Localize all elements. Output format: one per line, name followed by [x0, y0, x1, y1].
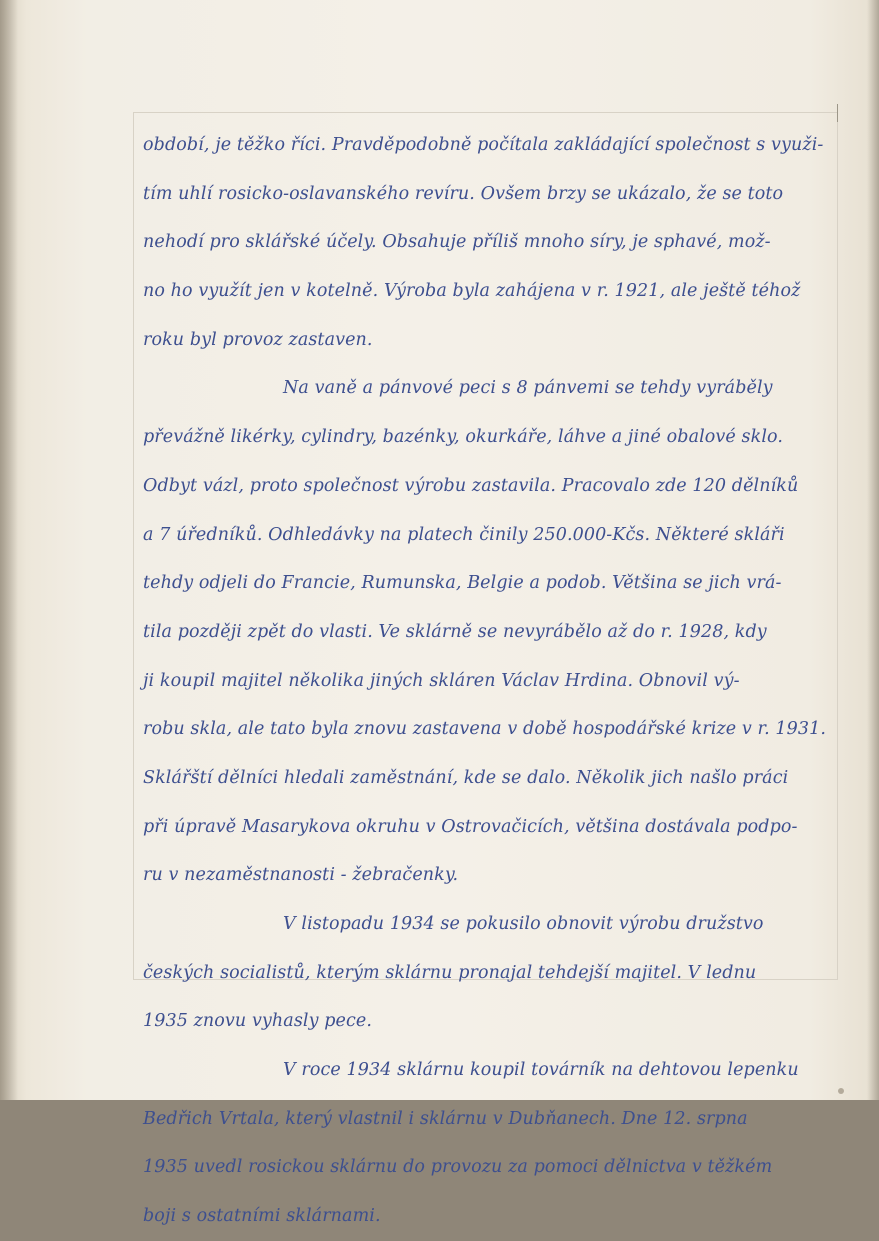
- page-edge-shadow-right: [867, 0, 879, 1100]
- text-line: roku byl provoz zastaven.: [143, 329, 373, 350]
- paper-spot: [838, 1088, 844, 1094]
- page-edge-shadow-left: [0, 0, 18, 1100]
- text-line: převážně likérky, cylindry, bazénky, okurkáře, láhve a jiné obalové sklo.: [143, 427, 784, 448]
- text-line: období, je těžko říci. Pravděpodobně počítala zakládající společnost s využi-: [143, 135, 824, 155]
- text-line: robu skla, ale tato byla znovu zastavena v době hospodářské krize v r. 1931.: [143, 719, 827, 740]
- text-line: 1935 uvedl rosickou sklárnu do provozu za pomoci dělnictva v těžkém: [143, 1157, 773, 1178]
- text-line: no ho využít jen v kotelně. Výroba byla zahájena v r. 1921, ale ještě téhož: [143, 281, 801, 302]
- text-line: nehodí pro sklářské účely. Obsahuje příliš mnoho síry, je sphavé, mož-: [143, 232, 771, 253]
- text-line: Odbyt vázl, proto společnost výrobu zastavila. Pracovalo zde 120 dělníků: [143, 475, 799, 496]
- text-line: ru v nezaměstnanosti - žebračenky.: [143, 865, 459, 886]
- text-line: při úpravě Masarykova okruhu v Ostrovačicích, většina dostávala podpo-: [143, 816, 798, 837]
- text-line: ji koupil majitel několika jiných skláren Václav Hrdina. Obnovil vý-: [143, 670, 740, 691]
- paragraph-start-line: V roce 1934 sklárnu koupil továrník na dehtovou lepenku: [283, 1060, 799, 1081]
- text-line: tím uhlí rosicko-oslavanského revíru. Ovšem brzy se ukázalo, že se toto: [143, 183, 784, 204]
- text-line: tila později zpět do vlasti. Ve sklárně se nevyrábělo až do r. 1928, kdy: [143, 621, 767, 642]
- text-line: českých socialistů, kterým sklárnu pronajal tehdejší majitel. V lednu: [143, 962, 757, 983]
- text-line: a 7 úředníků. Odhledávky na platech činily 250.000-Kčs. Některé skláři: [143, 524, 785, 545]
- text-line: Bedřich Vrtala, který vlastnil i sklárnu v Dubňanech. Dne 12. srpna: [143, 1108, 748, 1129]
- paragraph-start-line: V listopadu 1934 se pokusilo obnovit výrobu družstvo: [283, 914, 764, 934]
- paragraph-start-line: Na vaně a pánvové peci s 8 pánvemi se tehdy vyráběly: [283, 378, 773, 399]
- text-line: Sklářští dělníci hledali zaměstnání, kde se dalo. Několik jich našlo práci: [143, 767, 789, 788]
- text-line: 1935 znovu vyhasly pece.: [143, 1011, 373, 1032]
- text-line: boji s ostatními sklárnami.: [143, 1206, 381, 1227]
- text-line: tehdy odjeli do Francie, Rumunska, Belgie a podob. Většina se jich vrá-: [143, 573, 782, 594]
- handwritten-text-block: [143, 121, 843, 1241]
- frame-corner-mark: [837, 104, 838, 122]
